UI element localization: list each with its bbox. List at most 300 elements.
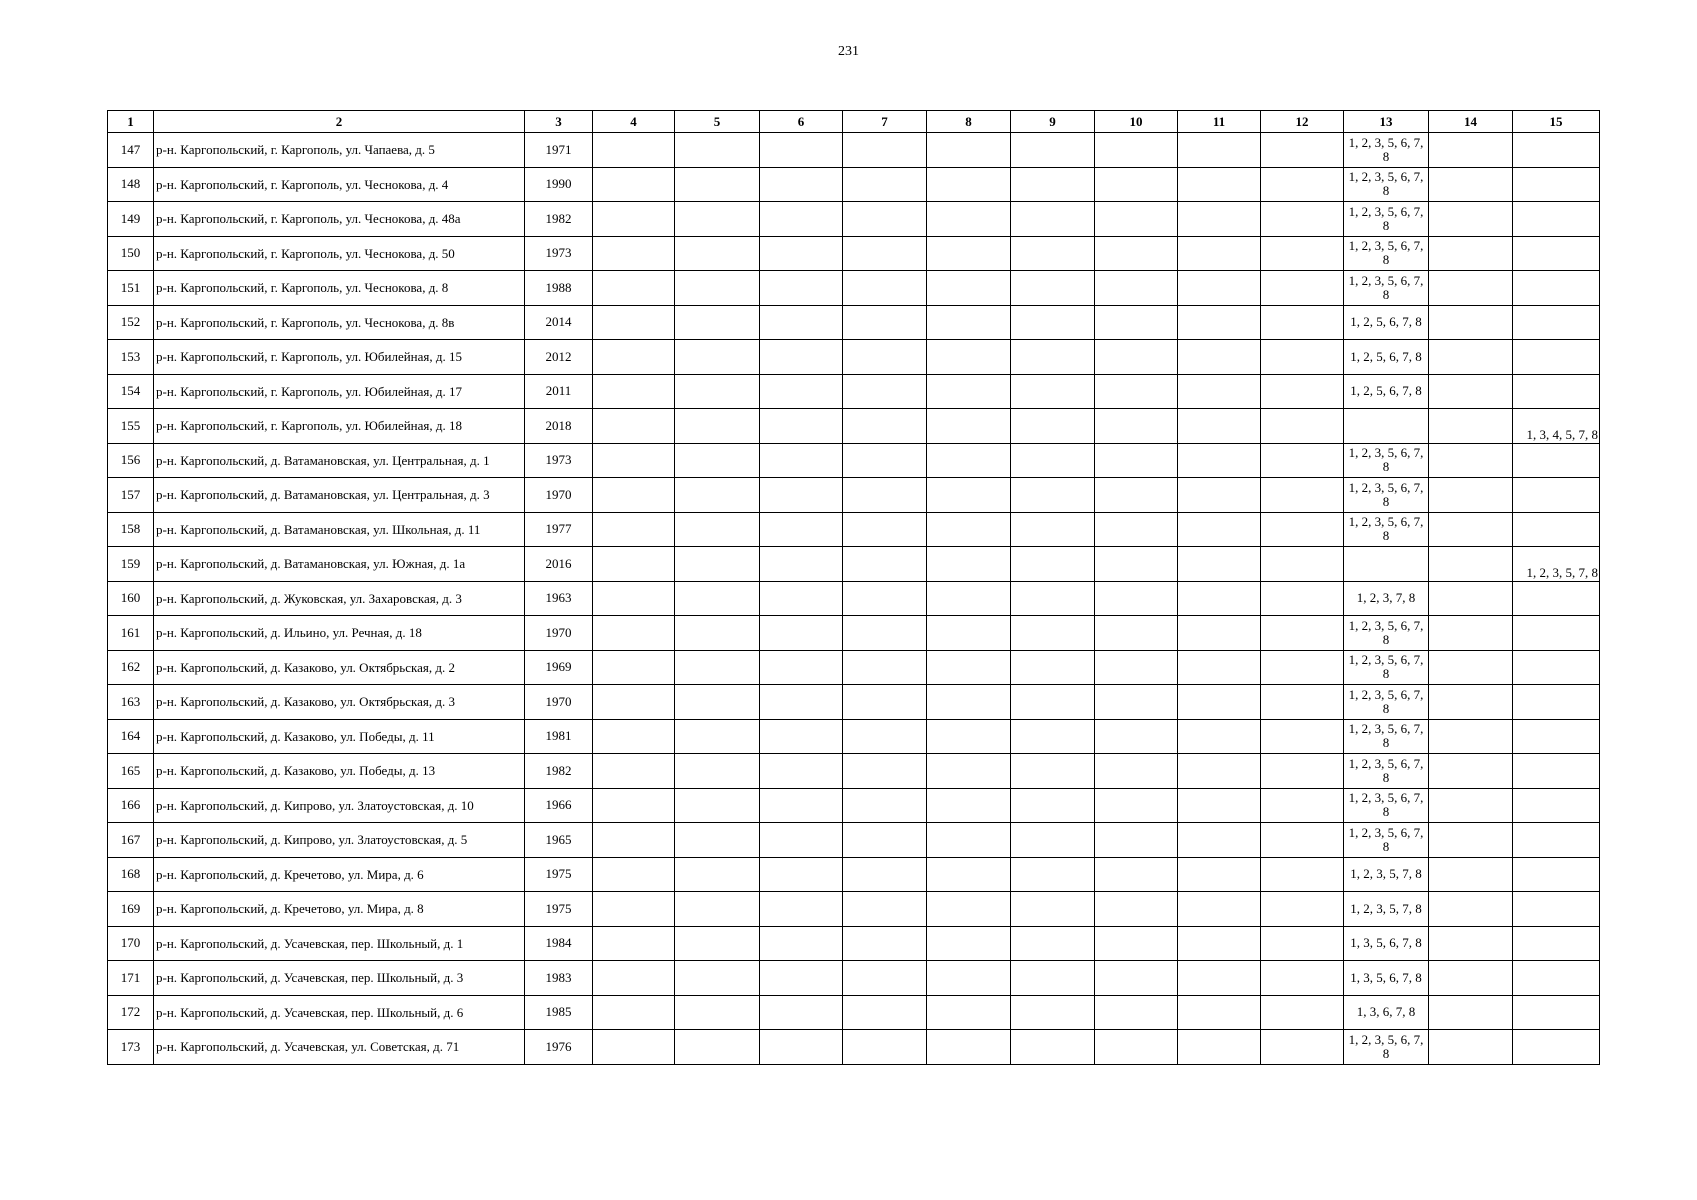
row-number-cell: 170 [108,926,154,961]
empty-cell [1011,409,1095,444]
col13-cell [1344,1030,1429,1065]
col15-cell [1513,961,1600,996]
col15-cell [1513,754,1600,789]
year-cell: 1981 [525,719,593,754]
year-cell: 2016 [525,547,593,582]
empty-cell [1261,478,1344,513]
empty-cell [760,443,843,478]
empty-cell [1429,857,1513,892]
empty-cell [593,892,675,927]
empty-cell [843,512,927,547]
empty-cell [843,926,927,961]
col13-cell [1344,754,1429,789]
empty-cell [1429,616,1513,651]
empty-cell [1011,823,1095,858]
empty-cell [1095,478,1178,513]
empty-cell [1011,961,1095,996]
address-cell: р-н. Каргопольский, д. Казаково, ул. Октябрьская, д. 2 [154,650,525,685]
empty-cell [675,271,760,306]
empty-cell [1429,892,1513,927]
empty-cell [1095,547,1178,582]
col13-cell [1344,581,1429,616]
address-cell: р-н. Каргопольский, г. Каргополь, ул. Чеснокова, д. 8в [154,305,525,340]
empty-cell [1429,581,1513,616]
empty-cell [1178,719,1261,754]
empty-cell [843,961,927,996]
row-number-cell: 167 [108,823,154,858]
empty-cell [1095,961,1178,996]
col13-value: 1, 2, 3, 5, 6, 7, 8 [1348,721,1424,751]
empty-cell [1095,995,1178,1030]
empty-cell [760,1030,843,1065]
empty-cell [1095,581,1178,616]
empty-cell [1011,719,1095,754]
year-cell: 1970 [525,616,593,651]
col15-cell [1513,823,1600,858]
empty-cell [1429,305,1513,340]
empty-cell [1429,788,1513,823]
empty-cell [593,857,675,892]
empty-cell [1011,202,1095,237]
empty-cell [843,892,927,927]
row-number-cell: 163 [108,685,154,720]
year-cell: 1984 [525,926,593,961]
col15-cell [1513,926,1600,961]
col13-value: 1, 2, 5, 6, 7, 8 [1350,348,1422,364]
empty-cell [675,547,760,582]
col13-cell [1344,271,1429,306]
col15-cell: 1, 2, 3, 5, 7, 8 [1513,547,1600,582]
row-number-cell: 173 [108,1030,154,1065]
empty-cell [593,788,675,823]
empty-cell [843,340,927,375]
empty-cell [1095,374,1178,409]
empty-cell [675,685,760,720]
col13-cell [1344,374,1429,409]
empty-cell [1429,374,1513,409]
empty-cell [1429,133,1513,168]
empty-cell [1429,512,1513,547]
table-row [108,823,1600,858]
empty-cell [1011,581,1095,616]
empty-cell [927,512,1011,547]
year-cell: 1990 [525,167,593,202]
col13-value: 1, 2, 3, 5, 7, 8 [1350,900,1422,916]
empty-cell [1011,892,1095,927]
empty-cell [1178,995,1261,1030]
empty-cell [843,547,927,582]
empty-cell [927,926,1011,961]
year-cell: 1982 [525,754,593,789]
table-row [108,926,1600,961]
empty-cell [593,202,675,237]
column-header: 5 [675,111,760,133]
empty-cell [1178,443,1261,478]
empty-cell [1178,236,1261,271]
table-row [108,512,1600,547]
col15-cell [1513,374,1600,409]
empty-cell [593,616,675,651]
empty-cell [1095,340,1178,375]
empty-cell [843,616,927,651]
empty-cell [1011,995,1095,1030]
table-row [108,754,1600,789]
empty-cell [675,236,760,271]
empty-cell [927,788,1011,823]
empty-cell [927,581,1011,616]
empty-cell [1261,409,1344,444]
empty-cell [1178,512,1261,547]
row-number-cell: 158 [108,512,154,547]
empty-cell [593,823,675,858]
empty-cell [1011,271,1095,306]
table-row [108,409,1600,444]
empty-cell [1261,685,1344,720]
column-header: 1 [108,111,154,133]
empty-cell [675,857,760,892]
empty-cell [1095,823,1178,858]
column-header: 14 [1429,111,1513,133]
address-cell: р-н. Каргопольский, г. Каргополь, ул. Юбилейная, д. 15 [154,340,525,375]
empty-cell [675,409,760,444]
empty-cell [1095,271,1178,306]
table-row [108,961,1600,996]
col13-cell [1344,995,1429,1030]
col15-cell [1513,167,1600,202]
col13-cell [1344,202,1429,237]
address-cell: р-н. Каргопольский, д. Ватамановская, ул. Центральная, д. 1 [154,443,525,478]
address-cell: р-н. Каргопольский, д. Ильино, ул. Речная, д. 18 [154,616,525,651]
empty-cell [1095,685,1178,720]
col13-value: 1, 2, 3, 5, 6, 7, 8 [1348,755,1424,785]
col13-value: 1, 2, 5, 6, 7, 8 [1350,383,1422,399]
table-row [108,167,1600,202]
column-header: 7 [843,111,927,133]
address-cell: р-н. Каргопольский, д. Усачевская, пер. Школьный, д. 6 [154,995,525,1030]
empty-cell [1429,719,1513,754]
empty-cell [1261,788,1344,823]
address-cell: р-н. Каргопольский, г. Каргополь, ул. Чапаева, д. 5 [154,133,525,168]
empty-cell [927,478,1011,513]
empty-cell [1011,305,1095,340]
column-header: 15 [1513,111,1600,133]
empty-cell [843,305,927,340]
empty-cell [593,374,675,409]
year-cell: 1971 [525,133,593,168]
empty-cell [1261,650,1344,685]
empty-cell [1011,788,1095,823]
column-header: 6 [760,111,843,133]
empty-cell [1429,823,1513,858]
col13-value: 1, 2, 3, 5, 6, 7, 8 [1348,445,1424,475]
empty-cell [1178,961,1261,996]
empty-cell [1261,616,1344,651]
empty-cell [1011,374,1095,409]
empty-cell [1429,478,1513,513]
year-cell: 1983 [525,961,593,996]
table-row [108,478,1600,513]
empty-cell [760,995,843,1030]
col15-cell [1513,271,1600,306]
table-row [108,892,1600,927]
empty-cell [1178,409,1261,444]
empty-cell [1178,823,1261,858]
col13-value: 1, 2, 3, 5, 6, 7, 8 [1348,272,1424,302]
row-number-cell: 162 [108,650,154,685]
empty-cell [1261,823,1344,858]
empty-cell [1178,926,1261,961]
empty-cell [1095,754,1178,789]
year-cell: 1988 [525,271,593,306]
empty-cell [1011,616,1095,651]
empty-cell [1178,581,1261,616]
col13-value: 1, 2, 3, 5, 6, 7, 8 [1348,790,1424,820]
empty-cell [760,650,843,685]
empty-cell [843,133,927,168]
col13-value: 1, 2, 3, 5, 7, 8 [1350,866,1422,882]
row-number-cell: 172 [108,995,154,1030]
col15-cell [1513,202,1600,237]
empty-cell [593,650,675,685]
empty-cell [1261,236,1344,271]
row-number-cell: 156 [108,443,154,478]
column-header: 8 [927,111,1011,133]
address-cell: р-н. Каргопольский, д. Кречетово, ул. Мира, д. 6 [154,857,525,892]
empty-cell [1429,754,1513,789]
empty-cell [675,616,760,651]
col13-value: 1, 2, 5, 6, 7, 8 [1350,314,1422,330]
row-number-cell: 168 [108,857,154,892]
col13-cell [1344,650,1429,685]
col13-cell [1344,616,1429,651]
year-cell: 1973 [525,443,593,478]
empty-cell [593,581,675,616]
col15-cell [1513,443,1600,478]
empty-cell [1178,685,1261,720]
empty-cell [675,754,760,789]
empty-cell [1011,857,1095,892]
address-cell: р-н. Каргопольский, д. Ватамановская, ул. Школьная, д. 11 [154,512,525,547]
empty-cell [760,926,843,961]
empty-cell [1178,892,1261,927]
empty-cell [843,823,927,858]
col13-cell [1344,512,1429,547]
col15-cell [1513,857,1600,892]
year-cell: 1970 [525,685,593,720]
row-number-cell: 159 [108,547,154,582]
empty-cell [1178,202,1261,237]
col13-cell [1344,133,1429,168]
col15-cell [1513,340,1600,375]
empty-cell [843,443,927,478]
empty-cell [675,133,760,168]
empty-cell [1261,754,1344,789]
empty-cell [593,340,675,375]
empty-cell [1095,719,1178,754]
empty-cell [1095,443,1178,478]
empty-cell [1095,305,1178,340]
empty-cell [593,754,675,789]
address-cell: р-н. Каргопольский, д. Казаково, ул. Октябрьская, д. 3 [154,685,525,720]
col13-cell [1344,305,1429,340]
empty-cell [760,409,843,444]
empty-cell [1429,650,1513,685]
header-row [108,111,1600,133]
year-cell: 1975 [525,892,593,927]
empty-cell [760,340,843,375]
table-row [108,1030,1600,1065]
empty-cell [1178,133,1261,168]
col13-cell [1344,823,1429,858]
empty-cell [1429,1030,1513,1065]
column-header: 11 [1178,111,1261,133]
year-cell: 2018 [525,409,593,444]
empty-cell [927,409,1011,444]
empty-cell [760,685,843,720]
empty-cell [1011,754,1095,789]
empty-cell [927,857,1011,892]
empty-cell [1261,926,1344,961]
col13-value: 1, 2, 3, 5, 6, 7, 8 [1348,514,1424,544]
empty-cell [760,857,843,892]
year-cell: 1965 [525,823,593,858]
empty-cell [927,719,1011,754]
empty-cell [760,236,843,271]
empty-cell [1261,581,1344,616]
table-row [108,685,1600,720]
empty-cell [1178,616,1261,651]
col13-value: 1, 2, 3, 5, 6, 7, 8 [1348,238,1424,268]
empty-cell [927,1030,1011,1065]
empty-cell [1429,409,1513,444]
row-number-cell: 165 [108,754,154,789]
column-header: 3 [525,111,593,133]
empty-cell [1011,512,1095,547]
empty-cell [593,685,675,720]
column-header: 2 [154,111,525,133]
empty-cell [760,823,843,858]
col13-value: 1, 2, 3, 5, 6, 7, 8 [1348,652,1424,682]
empty-cell [1429,340,1513,375]
empty-cell [1178,547,1261,582]
empty-cell [1178,305,1261,340]
empty-cell [927,236,1011,271]
table-body [108,133,1600,1065]
empty-cell [675,788,760,823]
empty-cell [1095,236,1178,271]
empty-cell [675,202,760,237]
col13-value: 1, 2, 3, 5, 6, 7, 8 [1348,203,1424,233]
empty-cell [1011,650,1095,685]
row-number-cell: 154 [108,374,154,409]
empty-cell [1261,719,1344,754]
address-cell: р-н. Каргопольский, г. Каргополь, ул. Чеснокова, д. 50 [154,236,525,271]
empty-cell [1261,547,1344,582]
empty-cell [1261,374,1344,409]
table-header [108,111,1600,133]
row-number-cell: 157 [108,478,154,513]
col15-cell [1513,788,1600,823]
empty-cell [593,719,675,754]
empty-cell [760,512,843,547]
empty-cell [593,409,675,444]
year-cell: 1975 [525,857,593,892]
col13-cell [1344,547,1429,582]
empty-cell [1178,271,1261,306]
col15-cell [1513,478,1600,513]
col13-cell [1344,788,1429,823]
empty-cell [1429,547,1513,582]
column-header: 13 [1344,111,1429,133]
empty-cell [1261,133,1344,168]
col13-cell [1344,443,1429,478]
col15-cell [1513,892,1600,927]
row-number-cell: 161 [108,616,154,651]
year-cell: 1963 [525,581,593,616]
empty-cell [843,650,927,685]
empty-cell [927,995,1011,1030]
empty-cell [675,926,760,961]
empty-cell [593,961,675,996]
empty-cell [760,616,843,651]
address-cell: р-н. Каргопольский, д. Ватамановская, ул. Южная, д. 1а [154,547,525,582]
row-number-cell: 148 [108,167,154,202]
table-row [108,305,1600,340]
empty-cell [593,443,675,478]
empty-cell [593,133,675,168]
empty-cell [1261,271,1344,306]
col13-cell [1344,340,1429,375]
col13-value: 1, 2, 3, 5, 6, 7, 8 [1348,617,1424,647]
address-cell: р-н. Каргопольский, д. Кречетово, ул. Мира, д. 8 [154,892,525,927]
address-cell: р-н. Каргопольский, г. Каргополь, ул. Чеснокова, д. 48а [154,202,525,237]
empty-cell [1261,340,1344,375]
empty-cell [1095,926,1178,961]
empty-cell [1261,1030,1344,1065]
row-number-cell: 155 [108,409,154,444]
col15-cell [1513,1030,1600,1065]
empty-cell [1429,236,1513,271]
empty-cell [1095,616,1178,651]
col13-cell [1344,892,1429,927]
col13-value: 1, 2, 3, 5, 6, 7, 8 [1348,686,1424,716]
empty-cell [843,719,927,754]
table-row [108,857,1600,892]
empty-cell [1178,374,1261,409]
empty-cell [760,892,843,927]
empty-cell [1011,167,1095,202]
year-cell: 1976 [525,1030,593,1065]
empty-cell [1178,650,1261,685]
empty-cell [927,650,1011,685]
empty-cell [760,133,843,168]
empty-cell [843,685,927,720]
empty-cell [843,202,927,237]
empty-cell [675,581,760,616]
year-cell: 1982 [525,202,593,237]
empty-cell [927,754,1011,789]
empty-cell [593,995,675,1030]
empty-cell [1011,1030,1095,1065]
empty-cell [843,1030,927,1065]
empty-cell [1261,892,1344,927]
column-header: 12 [1261,111,1344,133]
empty-cell [675,823,760,858]
col13-value: 1, 3, 5, 6, 7, 8 [1350,969,1422,985]
year-cell: 1985 [525,995,593,1030]
empty-cell [675,892,760,927]
empty-cell [675,374,760,409]
